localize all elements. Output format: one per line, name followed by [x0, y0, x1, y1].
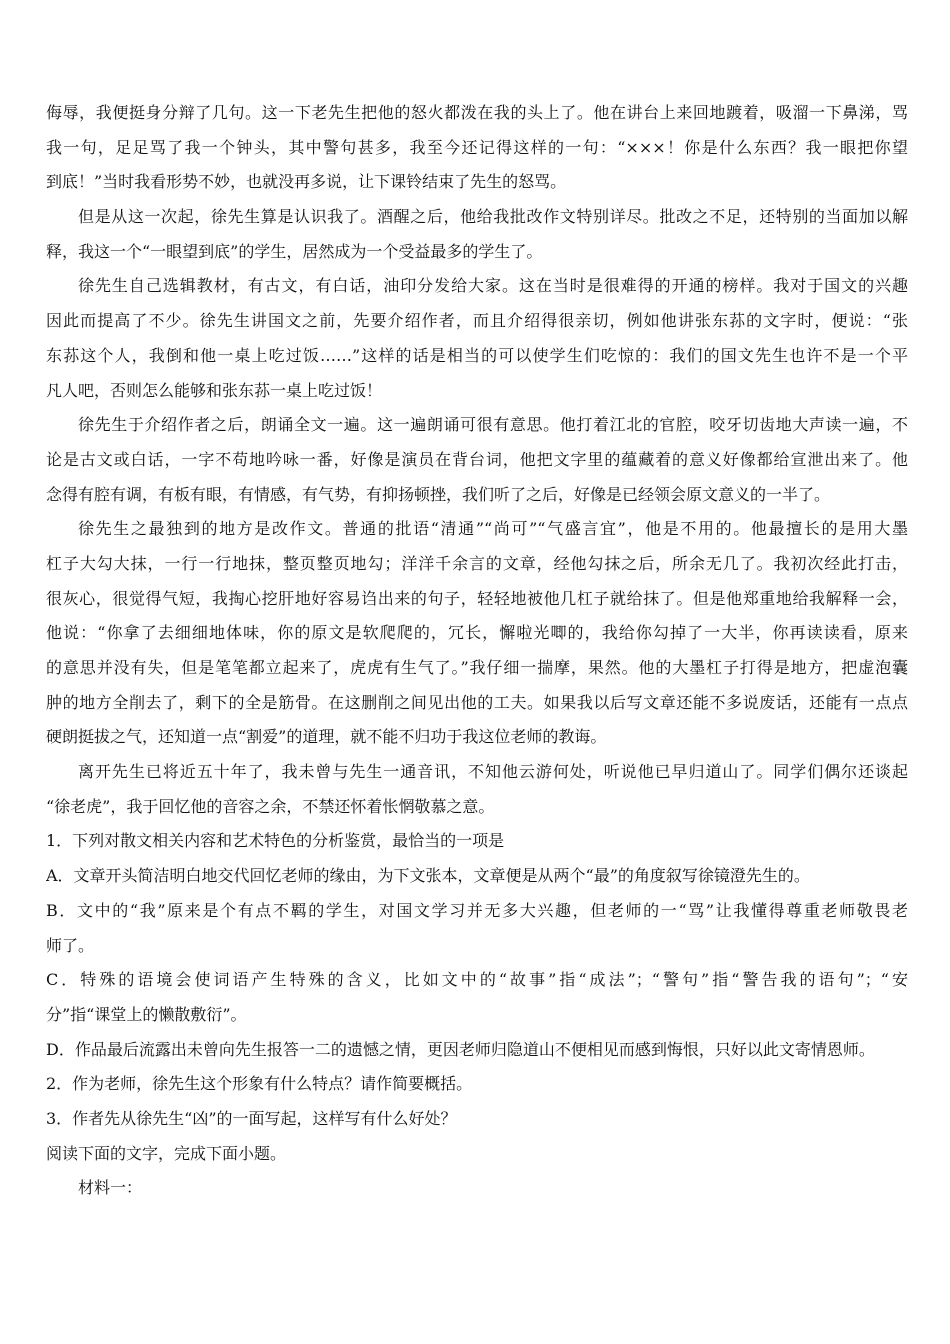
paragraph-line: 的意思并没有失，但是笔笔都立起来了，虎虎有生气了。”我仔细一揣摩，果然。他的大墨杠子打得是地方，把虚泡囊: [46, 658, 908, 677]
paragraph-line: 硬朗挺拔之气，还知道一点“割爱”的道理，就不能不归功于我这位老师的教诲。: [46, 727, 607, 747]
paragraph-line: 凡人吧，否则怎么能够和张东荪一桌上吃过饭！: [46, 380, 383, 400]
question-1-option-b: B．文中的“我”原来是个有点不羁的学生，对国文学习并无多大兴趣，但老师的一“骂”让我懂得尊重老师敬畏老: [46, 900, 908, 920]
question-1-option-c-cont: 分”指“课堂上的懒散敷衍”。: [46, 1004, 247, 1024]
question-2: 2．作为老师，徐先生这个形象有什么特点？请作简要概括。: [46, 1074, 473, 1094]
paragraph-line: 徐先生自己选辑教材，有古文，有白话，油印分发给大家。这在当时是很难得的开通的榜样。我对于国文的兴趣: [78, 276, 908, 296]
reading-instruction: 阅读下面的文字，完成下面小题。: [46, 1143, 287, 1163]
paragraph-line: 徐先生于介绍作者之后，朗诵全文一遍。这一遍朗诵可很有意思。他打着江北的官腔，咬牙切齿地大声读一遍，不: [78, 415, 908, 435]
paragraph-line: 释，我这一个“一眼望到底”的学生，居然成为一个受益最多的学生了。: [46, 241, 543, 261]
paragraph-line: 肿的地方全削去了，剩下的全是筋骨。在这删削之间见出他的工夫。如果我以后写文章还能不多说废话，还能有一点点: [46, 692, 908, 712]
paragraph-line: 论是古文或白话，一字不苟地吟咏一番，好像是演员在背台词，他把文字里的蕴藏着的意义好像都给宣泄出来了。他: [46, 449, 908, 469]
question-1-option-d: D．作品最后流露出未曾向先生报答一二的遗憾之情，更因老师归隐道山不便相见而感到悔恨，只好以此文寄情恩师。: [46, 1039, 875, 1059]
paragraph-line: 我一句，足足骂了我一个钟头，其中警句甚多，我至今还记得这样的一句：“×××！你是什么东西？我一眼把你望: [46, 137, 908, 157]
material-one-heading: 材料一：: [78, 1178, 143, 1198]
question-1-option-a: A．文章开头简洁明白地交代回忆老师的缘由，为下文张本，文章便是从两个“最”的角度叙写徐镜澄先生的。: [46, 866, 810, 886]
paragraph-line: 离开先生已将近五十年了，我未曾与先生一通音讯，不知他云游何处，听说他已早归道山了。同学们偶尔还谈起: [78, 762, 908, 782]
paragraph-line: 到底！”当时我看形势不妙，也就没再多说，让下课铃结束了先生的怒骂。: [46, 172, 567, 192]
paragraph-line: 但是从这一次起，徐先生算是认识我了。酒醒之后，他给我批改作文特别详尽。批改之不足，还特别的当面加以解: [78, 207, 908, 227]
paragraph-line: “徐老虎”，我于回忆他的音容之余，不禁还怀着怅惘敬慕之意。: [46, 796, 495, 816]
question-1-option-c: C．特殊的语境会使词语产生特殊的含义，比如文中的“故事”指“成法”；“警句”指“警告我的语句”；“安: [46, 970, 908, 990]
paragraph-line: 念得有腔有调，有板有眼，有情感，有气势，有抑扬顿挫，我们听了之后，好像是已经领会原文意义的一半了。: [46, 484, 831, 504]
paragraph-line: 因此而提高了不少。徐先生讲国文之前，先要介绍作者，而且介绍得很亲切，例如他讲张东荪的文字时，便说：“张: [46, 311, 908, 331]
paragraph-line: 徐先生之最独到的地方是改作文。普通的批语“清通”“尚可”“气盛言宜”，他是不用的。他最擅长的是用大墨: [78, 519, 908, 539]
document-page: [46, 96, 908, 1206]
question-1-stem: 1．下列对散文相关内容和艺术特色的分析鉴赏，最恰当的一项是: [46, 831, 505, 851]
paragraph-line: 很灰心，很觉得气短，我掏心挖肝地好容易诌出来的句子，轻轻地被他几杠子就给抹了。但是他郑重地给我解释一会，: [46, 588, 908, 608]
question-1-option-b-cont: 师了。: [46, 935, 95, 955]
paragraph-line: 杠子大勾大抹，一行一行地抹，整页整页地勾；洋洋千余言的文章，经他勾抹之后，所余无几了。我初次经此打击，: [46, 553, 908, 573]
paragraph-line: 东荪这个人，我倒和他一桌上吃过饭……”这样的话是相当的可以使学生们吃惊的：我们的国文先生也许不是一个平: [46, 345, 908, 365]
paragraph-line: 侮辱，我便挺身分辩了几句。这一下老先生把他的怒火都泼在我的头上了。他在讲台上来回地踱着，吸溜一下鼻涕，骂: [46, 103, 908, 122]
question-3: 3．作者先从徐先生“凶”的一面写起，这样写有什么好处？: [46, 1108, 457, 1128]
paragraph-line: 他说：“你拿了去细细地体味，你的原文是软爬爬的，冗长，懈啦光唧的，我给你勾掉了一大半，你再读读看，原来: [46, 623, 908, 643]
